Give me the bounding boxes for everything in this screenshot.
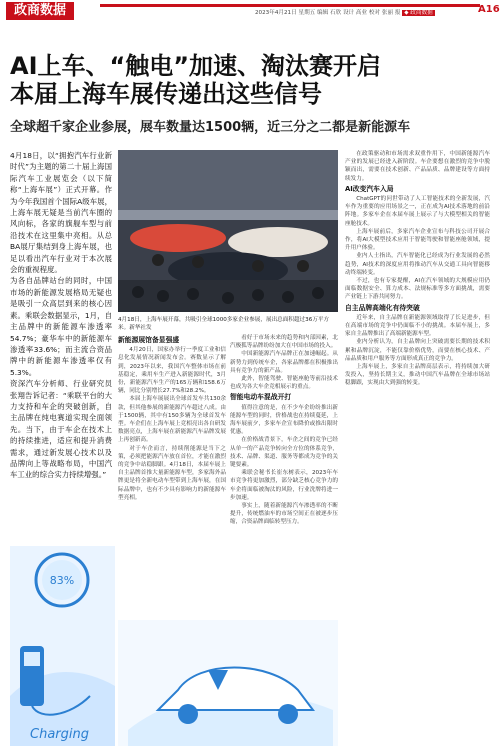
body-para: 上海车展上，多家自主品牌高层表示，将持续加大研发投入，坚持长期主义，推动中国汽车品牌在全球市场站稳脚跟，实现由大到强的转变。	[345, 364, 490, 387]
subheadline: 全球超千家企业参展，展车数量达1500辆，近三分之二都是新能源车	[10, 120, 411, 135]
charging-art	[10, 546, 115, 746]
masthead-rule	[100, 4, 480, 7]
battery-percent: 83%	[49, 574, 75, 587]
section-tag: ◆ 政商数据	[404, 10, 433, 16]
headline-line-1: AI上车、“触电”加速、淘汰赛开启	[10, 52, 382, 80]
body-para: 对于车企而言，持续削能源是当下之策，必须把能源汽车放在首位，才能在激烈的竞争中站稳脚跟。4月18日，本届车展上自主品牌首推大量新能源车型，多家海外品牌更是将全新电动车型带到上海车展，在国际品牌中，也有不少具有影响力的新能源车型亮相。	[118, 445, 226, 501]
article-column-4	[345, 150, 490, 746]
section-heading: 新能源展馆备显强盛	[118, 336, 180, 344]
photo-scene	[118, 150, 338, 312]
body-para: 近年来，自主品牌在新能源领域取得了长足进步，但在高端市场的竞争中仍面临不小的挑战。本届车展上，多家自主品牌推出了高端新能源车型。	[345, 314, 490, 338]
body-para: 值得注意的是，在不少车企纷纷推出新能源车型的同时，价格战也在持续蔓延，上海车展前夕，多家车企宣布降价或推出限时优惠。	[230, 404, 338, 436]
illustration-label: Charging	[30, 727, 89, 742]
photo-caption: 4月18日，上海车展开幕，共吸引全球1000多家企业参展，展出总面积超过36万平方米。新华社发	[118, 317, 330, 331]
body-para: 4月20日，国家办举行一季度工业和信息化发展情况新闻发布会。赛数显示了解到，2023年以来，我国汽车整体市场在前基稳定，乘用车生产进入新能源时代，3月份，新能源汽车生产的165万辆和158.6万辆，同比分别增长27.7%和28.2%。	[118, 347, 226, 395]
article-column-3	[230, 334, 338, 618]
page-number: A16	[478, 4, 500, 15]
body-para: 中国新能源汽车品牌正在加速崛起。从新势力到传统车企，各家品牌都在积极推出具有竞争力的新产品。	[230, 351, 338, 374]
issue-meta	[255, 8, 435, 16]
issue-meta-text: 2023年4月21日 星期五 编辑 石欣 设计 高业 校对 张丽 报	[255, 10, 403, 16]
lead-para: 4月18日，以“拥抱汽车行业新时代”为主题的第二十届上海国际汽车工业展览会（以下简称“上海车展”）正式开幕。作为今年我国首个国际A级车展，上海车展无疑是当前汽车圈的风向标，各家的旗舰车型与前沿技术在这里集中亮相。从总BA展厅集结到身上海车展，也足以看出汽车行业对于本次展会的重视程度。	[10, 151, 112, 275]
section-heading: 智能电动车混战开打	[230, 393, 292, 402]
auto-show-photo	[118, 150, 338, 312]
body-para: 乘联会秘书长崔东树表示，2023年车市竞争将更加激烈，部分缺乏核心竞争力的车企将面临被淘汰的风险，行业洗牌将进一步加速。	[230, 470, 338, 501]
lead-para: 为各自品牌站台的同时，中国市场的新能源发展格局无疑也是吸引一众高层到来的核心因素。乘联会数据显示，1月，自主品牌中的新能源车渗透率54.7%；豪华车中的新能源车渗透率33.6%；而主流合资品牌中的新能源车渗透率仅有5.3%。	[10, 276, 112, 377]
body-para: ChatGPT的问世带动了人工智能技术的全新发展，汽车作为重要的应用场景之一，正在成为AI技术落地的前沿阵地。多家车企在本届车展上展示了与大模型相关的智能座舱技术。	[345, 196, 490, 227]
body-para: 上海车展前后，多家汽车企业宣布与科技公司开展合作，将AI大模型技术应用于智能驾驶和智能座舱领域，提升用户体验。	[345, 228, 490, 252]
body-para: 事实上，随着新能源汽车渗透率的不断提升，传统燃油车的市场空间正在被逐步压缩，合资品牌面临转型压力。	[230, 503, 338, 526]
body-para: 在政策驱动和市场需求双重作用下，中国新能源汽车产业的发展已经进入新阶段。车企要想在激烈的竞争中脱颖而出，需要在技术创新、产品品质、品牌建设等方面持续发力。	[345, 151, 490, 182]
body-para: 业内人士指出，汽车智能化已经成为行业发展的必然趋势，AI技术的深度应用将推动汽车从交通工具向智能移动终端转变。	[345, 253, 490, 276]
ev-car-illustration	[118, 620, 338, 746]
body-para: 在价格战背景下，车企之间的竞争已经从单一的产品竞争转向全方位的体系竞争，技术、品牌、渠道、服务等都成为竞争的关键要素。	[230, 437, 338, 469]
body-para: 业内分析认为，自主品牌向上突破需要长期的技术积累和品牌沉淀，不能仅靠价格优势，而要在核心技术、产品品质和用户服务等方面形成真正的竞争力。	[345, 339, 490, 362]
article-column-2	[118, 334, 226, 618]
lead-para: 资深汽车分析师、行业研究员张翔告诉记者：“乘联平台的大力支持和车企的突破创新，自主品牌在纯电赛道实现全面领先。当下，由于车企在技术上的持续推进，适应和提升消费需求，通过新发展心技术以及品牌向上等战略布局，中国汽车工业的综合实力持续增强。”	[10, 379, 112, 480]
headline	[10, 52, 490, 108]
section-heading: 自主品牌高端化有待突破	[345, 303, 420, 312]
ev-charging-illustration	[10, 546, 115, 746]
lead-column	[10, 150, 112, 560]
car-art	[118, 620, 338, 746]
body-para: 此外，智能驾驶、智能座舱等前沿技术也成为各大车企竞相展示的重点。	[230, 376, 338, 391]
section-heading: AI改变汽车入局	[345, 184, 394, 193]
body-para: 不过，也有专家提醒，AI在汽车领域的大规模应用仍面临数据安全、算力成本、法规标准等多方面挑战，需要产业链上下游共同努力。	[345, 278, 490, 301]
section-brand: 政商数据	[6, 2, 74, 20]
body-para: 本届上海车展展出全球首发车共130余款，但其他参展的新能源汽车超过八成。由于1500辆，其中有150多辆为全球首发车型。车企们在上海车展上竞相亮出各自研发数据亮点，上海车展在新能源汽车品牌发展上再创新高。	[118, 396, 226, 444]
body-para: 看好于市场未来的趋势和内部因素，北汽极狐等品牌纷纷加大在中国市场的投入。	[230, 335, 338, 350]
headline-line-2: 本届上海车展传递出这些信号	[10, 80, 322, 108]
